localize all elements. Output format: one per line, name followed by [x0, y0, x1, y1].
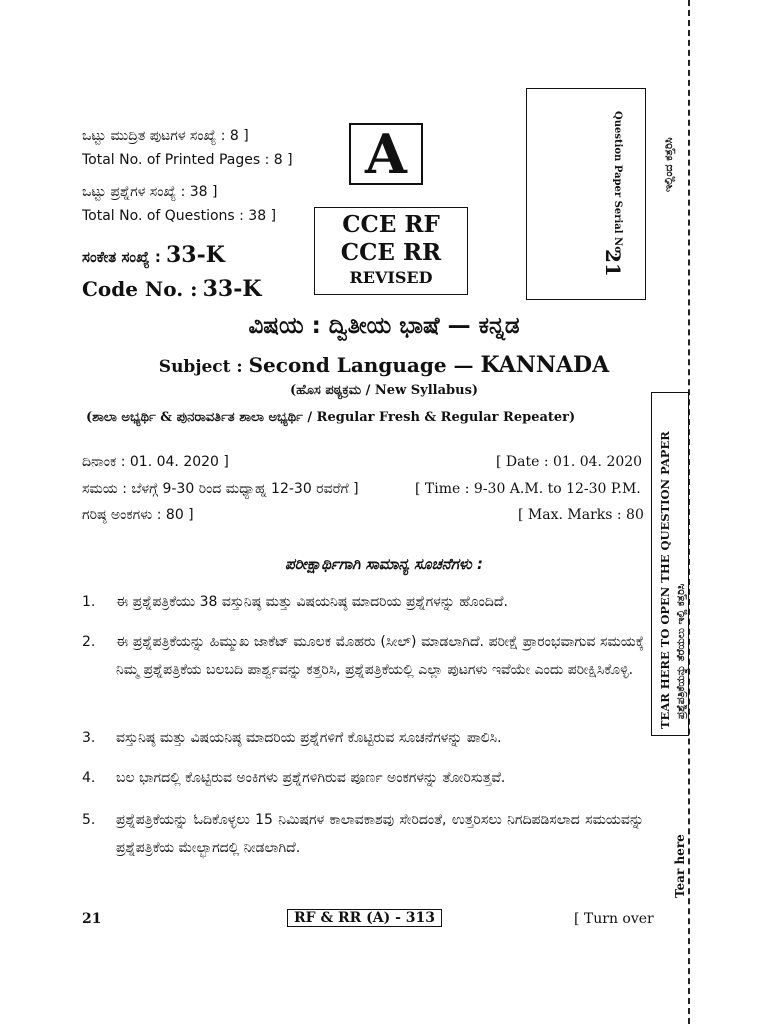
- syllabus-label: (ಹೊಸ ಪಠ್ಯಕ್ರಮ / New Syllabus): [289, 383, 479, 398]
- footer-code: RF & RR (A) - 313: [287, 909, 442, 927]
- instruction-number: 2.: [82, 634, 96, 650]
- instruction-item: [82, 724, 642, 754]
- time-kn: ಸಮಯ : ಬೆಳಗ್ಗೆ 9-30 ರಿಂದ ಮಧ್ಯಾಹ್ನ 12-30 ರವರೆಗೆ ]: [82, 481, 359, 497]
- page-serial: 21: [82, 911, 102, 927]
- tear-open-kn: ಪ್ರಶ್ನೆಪತ್ರಿಕೆಯನ್ನು ತೆರೆಯಲು ಇಲ್ಲಿ ಕತ್ತರಿಸಿ: [675, 583, 687, 719]
- tear-here-label: Tear here: [673, 834, 687, 898]
- cce-line-1: CCE RF: [342, 211, 440, 238]
- code-en-value: 33-K: [202, 276, 262, 302]
- code-kn-label: ಸಂಕೇತ ಸಂಖ್ಯೆ :: [82, 248, 161, 266]
- version-box: A: [349, 123, 423, 185]
- cce-line-2: CCE RR: [340, 239, 442, 266]
- turn-over: [ Turn over: [574, 911, 654, 927]
- instruction-item: [82, 764, 642, 794]
- cut-here-kn: ಇಲ್ಲಿಂದ ಕತ್ತರಿಸಿ: [662, 137, 675, 192]
- code-en: [82, 276, 261, 302]
- total-questions-en: Total No. of Questions : 38 ]: [82, 208, 277, 224]
- cce-line-3: REVISED: [349, 268, 433, 287]
- date-kn: ದಿನಾಂಕ : 01. 04. 2020 ]: [82, 454, 229, 470]
- instruction-text: ಈ ಪ್ರಶ್ನೆಪತ್ರಿಕೆಯು 38 ವಸ್ತುನಿಷ್ಠ ಮತ್ತು ವಿಷಯನಿಷ್ಠ ಮಾದರಿಯ ಪ್ರಶ್ನೆಗಳನ್ನು ಹೊಂದಿದೆ.: [116, 594, 508, 610]
- code-kn-value: 33-K: [165, 242, 225, 268]
- date-en: [ Date : 01. 04. 2020: [496, 454, 643, 470]
- subject-label: Subject :: [158, 357, 249, 377]
- marks-en: [ Max. Marks : 80: [518, 507, 644, 523]
- instruction-text: ಬಲ ಭಾಗದಲ್ಲಿ ಕೊಟ್ಟಿರುವ ಅಂಕಿಗಳು ಪ್ರಶ್ನೆಗಳಿಗಿರುವ ಪೂರ್ಣ ಅಂಕಗಳನ್ನು ತೋರಿಸುತ್ತವೆ.: [116, 770, 506, 786]
- instruction-text: ಈ ಪ್ರಶ್ನೆಪತ್ರಿಕೆಯನ್ನು ಹಿಮ್ಮುಖ ಜಾಕೆಟ್ ಮೂಲಕ ಮೊಹರು (ಸೀಲ್) ಮಾಡಲಾಗಿದೆ. ಪರೀಕ್ಷೆ ಪ್ರಾರಂಭವಾಗುವ ಸಮಯಕ್ಕೆ ನಿಮ್ಮ ಪ್ರಶ್ನೆಪತ್ರಿಕೆಯ ಬಲಬದಿ ಪಾರ್ಶ್ವವನ್ನು ಕತ್ತರಿಸಿ, ಪ್ರಶ್ನೆಪತ್ರಿಕೆಯಲ್ಲಿ ಎಲ್ಲಾ ಪುಟಗಳು ಇವೆಯೇ ಎಂದು ಪರೀಕ್ಷಿಸಿಕೊಳ್ಳಿ.: [116, 634, 644, 678]
- instruction-number: 1.: [82, 594, 96, 610]
- subject-language: KANNADA: [480, 352, 610, 378]
- time-en: [ Time : 9-30 A.M. to 12-30 P.M.: [415, 481, 641, 497]
- code-kn: [82, 242, 225, 268]
- instruction-text: ಪ್ರಶ್ನೆಪತ್ರಿಕೆಯನ್ನು ಓದಿಕೊಳ್ಳಲು 15 ನಿಮಿಷಗಳ ಕಾಲಾವಕಾಶವು ಸೇರಿದಂತೆ, ಉತ್ತರಿಸಲು ನಿಗದಿಪಡಿಸಲಾದ ಸಮಯವನ್ನು ಪ್ರಶ್ನೆಪತ್ರಿಕೆಯ ಮೇಲ್ಭಾಗದಲ್ಲಿ ನೀಡಲಾಗಿದೆ.: [116, 812, 644, 856]
- cce-box: [314, 207, 468, 295]
- instruction-text: ವಸ್ತುನಿಷ್ಠ ಮತ್ತು ವಿಷಯನಿಷ್ಠ ಮಾದರಿಯ ಪ್ರಶ್ನೆಗಳಿಗೆ ಕೊಟ್ಟಿರುವ ಸೂಚನೆಗಳನ್ನು ಪಾಲಿಸಿ.: [116, 730, 502, 746]
- printed-pages-en: Total No. of Printed Pages : 8 ]: [82, 152, 293, 168]
- serial-box: [526, 88, 646, 300]
- printed-pages-kn: ಒಟ್ಟು ಮುದ್ರಿತ ಪುಟಗಳ ಸಂಖ್ಯೆ : 8 ]: [82, 128, 249, 144]
- tear-open-en: TEAR HERE TO OPEN THE QUESTION PAPER: [658, 431, 672, 729]
- footer-code-box: [287, 910, 442, 926]
- serial-label: Question Paper Serial No.: [612, 111, 623, 257]
- instruction-number: 4.: [82, 770, 96, 786]
- total-questions-kn: ಒಟ್ಟು ಪ್ರಶ್ನೆಗಳ ಸಂಖ್ಯೆ : 38 ]: [82, 184, 218, 200]
- instruction-item: [82, 588, 642, 618]
- candidate-type: (ಶಾಲಾ ಅಭ್ಯರ್ಥಿ & ಪುನರಾವರ್ತಿತ ಶಾಲಾ ಅಭ್ಯರ್ಥಿ / Regular Fresh & Regular Repeater): [86, 410, 576, 425]
- instruction-item: [82, 806, 642, 864]
- instruction-number: 5.: [82, 812, 96, 828]
- subject-kn: ವಿಷಯ : ದ್ವಿತೀಯ ಭಾಷೆ — ಕನ್ನಡ: [248, 313, 520, 339]
- instructions-heading: ಪರೀಕ್ಷಾರ್ಥಿಗಾಗಿ ಸಾಮಾನ್ಯ ಸೂಚನೆಗಳು :: [285, 555, 483, 573]
- instruction-number: 3.: [82, 730, 96, 746]
- subject-name: Second Language —: [248, 353, 481, 377]
- code-en-label: Code No. :: [82, 277, 198, 301]
- subject-en: [0, 352, 768, 378]
- marks-kn: ಗರಿಷ್ಠ ಅಂಕಗಳು : 80 ]: [82, 507, 194, 523]
- instruction-item: [82, 628, 642, 714]
- serial-value: 21: [601, 249, 625, 277]
